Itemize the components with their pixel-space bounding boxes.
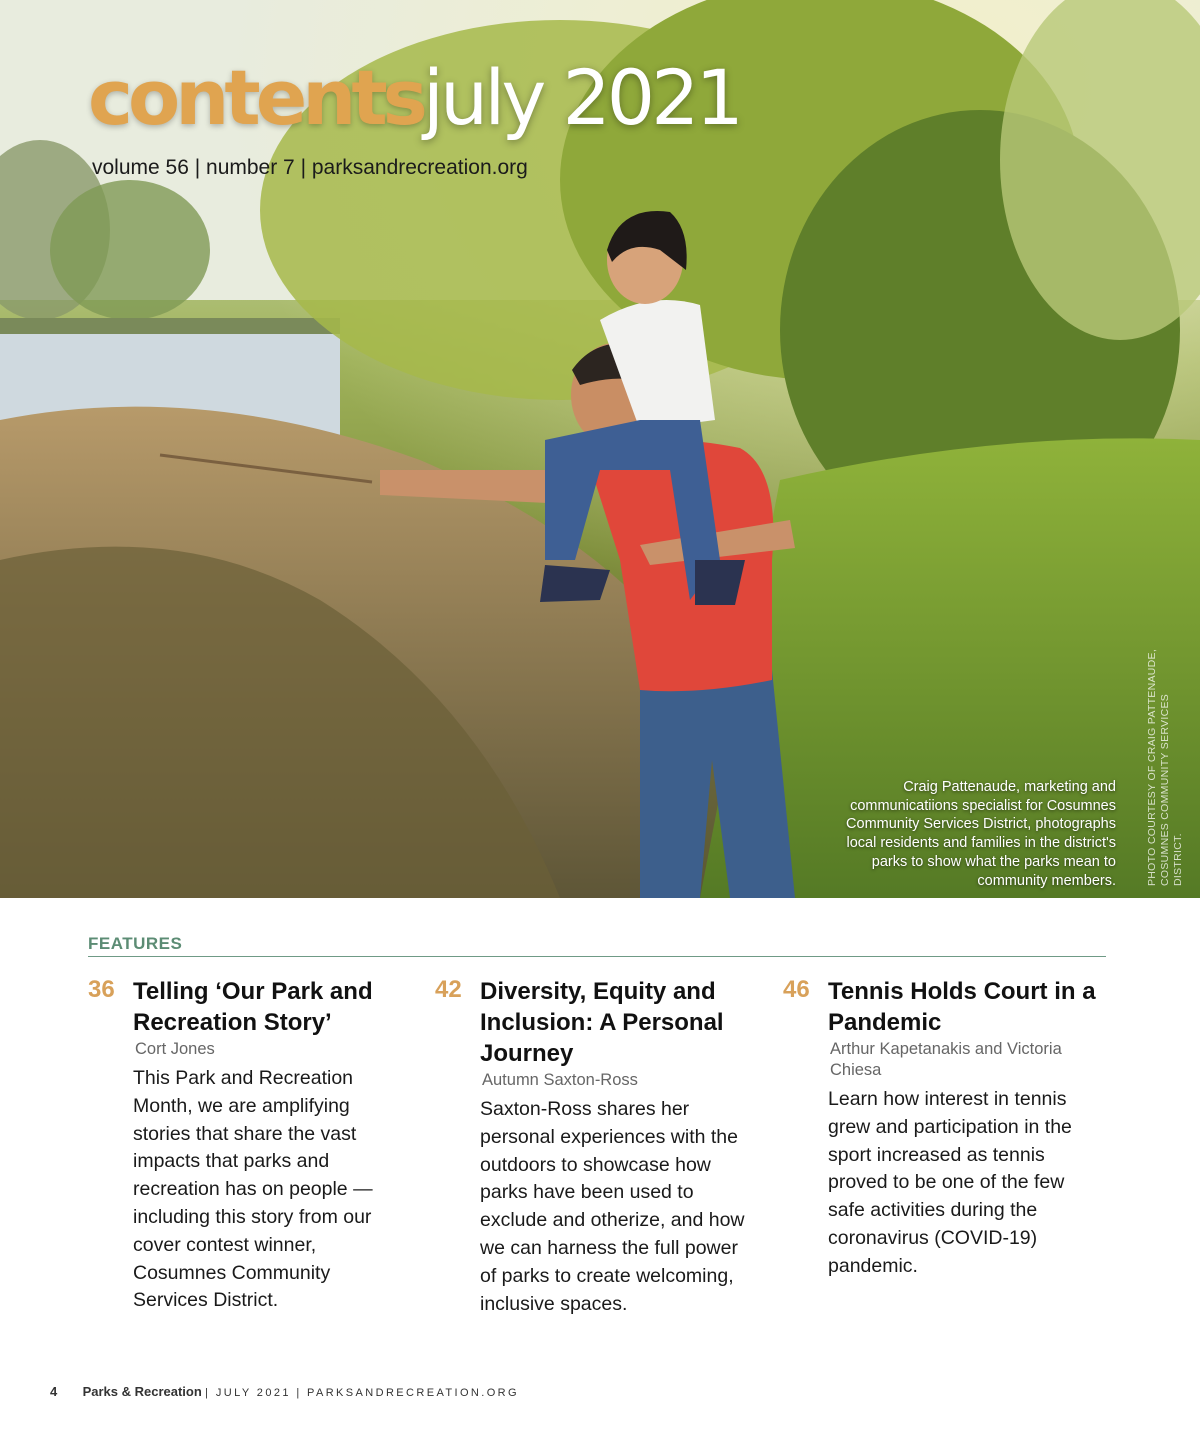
feature-page-number: 42 — [435, 976, 462, 1003]
section-divider — [88, 956, 1106, 957]
feature-title[interactable]: Diversity, Equity and Inclusion: A Personal Journey — [480, 978, 724, 1067]
issue-line: volume 56 | number 7 | parksandrecreation.org — [92, 156, 528, 179]
page-footer — [50, 1384, 519, 1399]
masthead — [88, 53, 740, 142]
masthead-contents-word: contents — [88, 53, 423, 142]
masthead-date: july 2021 — [422, 53, 740, 142]
footer-issue-info: | JULY 2021 | PARKSANDRECREATION.ORG — [205, 1387, 519, 1399]
feature-author: Cort Jones — [135, 1040, 215, 1058]
feature-blurb: Saxton-Ross shares her personal experiences with the outdoors to showcase how parks have been used to exclude and otherize, and how we can harness the full power of parks to create welcoming, inclusive spaces. — [480, 1098, 745, 1315]
feature-author: Autumn Saxton-Ross — [482, 1071, 638, 1089]
magazine-name: Parks & Recreation — [82, 1384, 202, 1399]
feature-title[interactable]: Telling ‘Our Park and Recreation Story’ — [133, 978, 373, 1036]
feature-title[interactable]: Tennis Holds Court in a Pandemic — [828, 978, 1096, 1036]
feature-author: Arthur Kapetanakis and Victoria Chiesa — [830, 1040, 1062, 1079]
feature-blurb: Learn how interest in tennis grew and participation in the sport increased as tennis proved to be one of the few safe activities during the coronavirus (COVID-19) pandemic. — [828, 1088, 1072, 1277]
feature-page-number: 36 — [88, 976, 115, 1003]
feature-page-number: 46 — [783, 976, 810, 1003]
feature-blurb: This Park and Recreation Month, we are amplifying stories that share the vast impacts that parks and recreation has on people — including this story from our cover contest winner, Cosumnes Community Services District. — [133, 1067, 373, 1312]
page-number: 4 — [50, 1384, 58, 1399]
photo-credit: PHOTO COURTESY OF CRAIG PATTENAUDE, COSUMNES COMMUNITY SERVICES DISTRICT. — [1146, 648, 1184, 886]
features-heading: FEATURES — [88, 934, 183, 953]
photo-caption: Craig Pattenaude, marketing and communicatiions specialist for Cosumnes Community Services District, photographs local residents and families in the district's parks to show what the parks mean to community members. — [846, 779, 1116, 889]
